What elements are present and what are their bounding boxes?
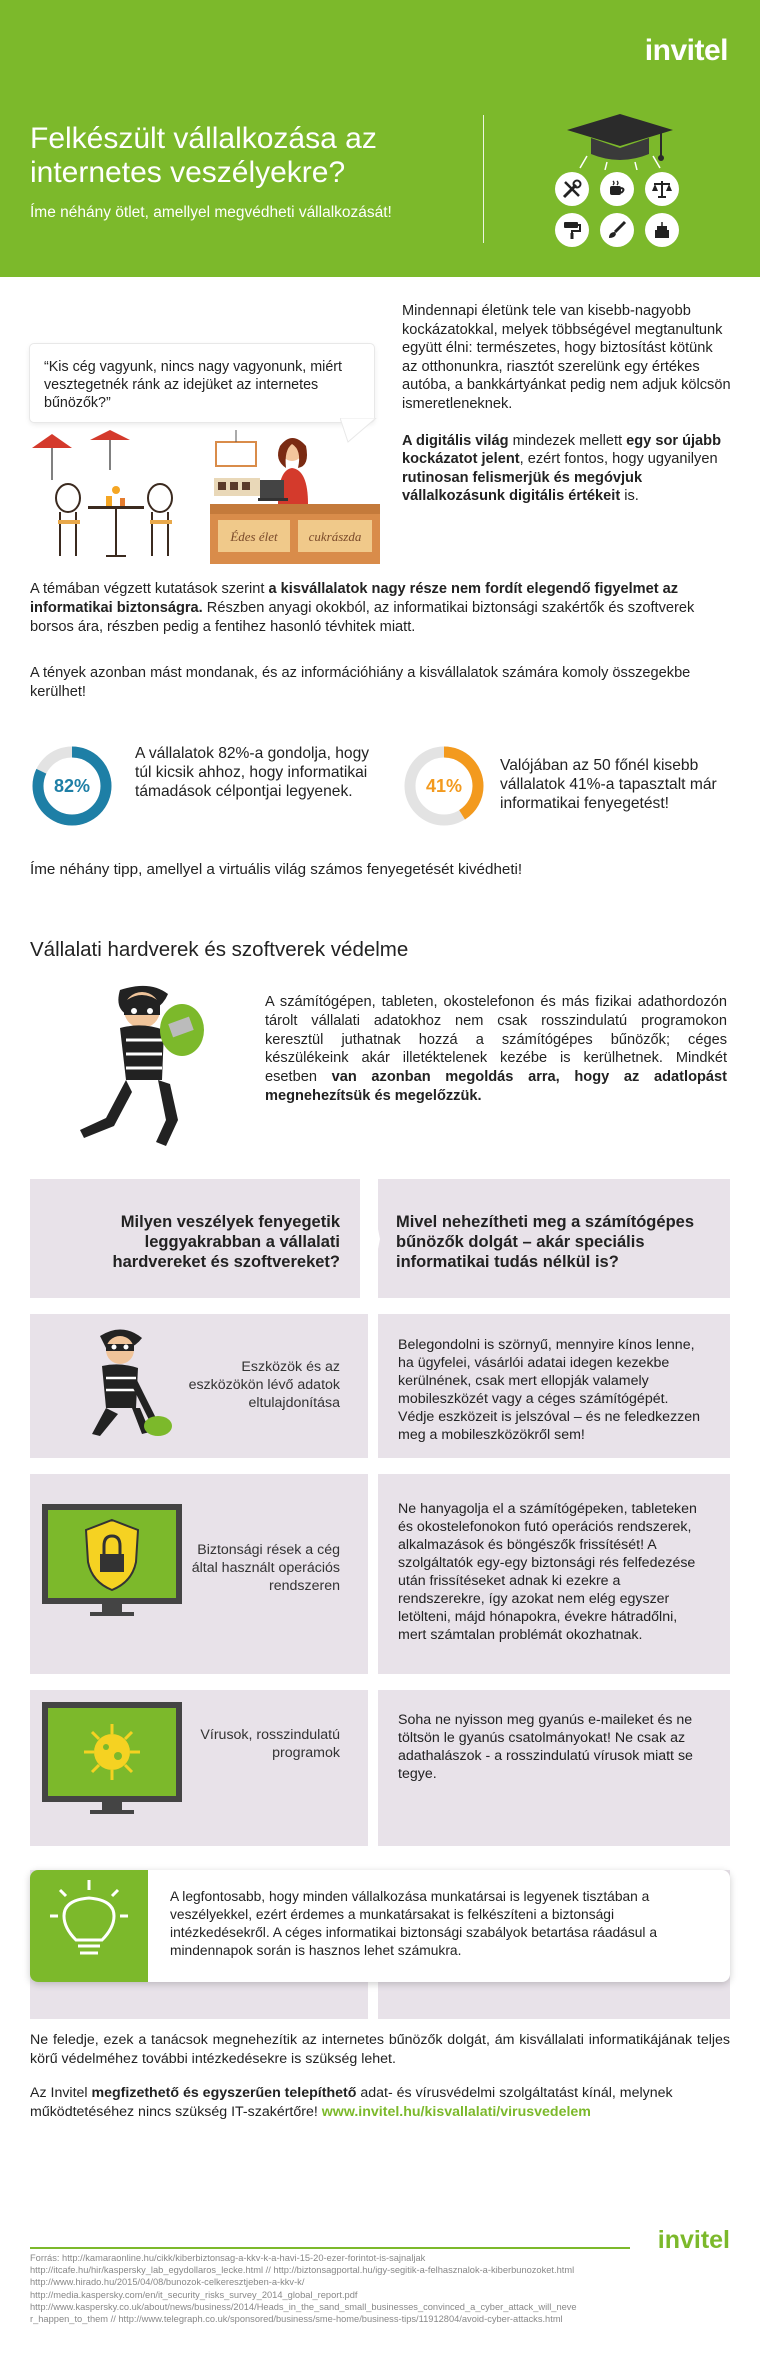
paint-roller-icon: [555, 213, 589, 247]
thief-illustration: [70, 980, 205, 1155]
cafe-illustration: [20, 420, 390, 570]
source-line: Forrás: http://kamaraonline.hu/cikk/kiberbiztonsag-a-kkv-k-a-havi-15-20-ezer-forintot-is-sajnaljak: [30, 2253, 426, 2263]
threat-theft: Eszközök és az eszközökön lévő adatok eltulajdonítása: [188, 1359, 340, 1411]
footer-invitel-logo[interactable]: invitel: [657, 2226, 730, 2254]
advice-security-holes: Ne hanyagolja el a számítógépeken, tableteken és okostelefonokon futó operációs rendszerek, alkalmazások és böngészők frissítését! A szolgáltatók egy-egy biztonsági rés felfedezése után frissítéseket adnak ki ezekre a rendszerekre, így azokat nem elég egyszer letölteni, májd hónapokra, évekre hátradőlni, mert számtalan problémát okozhatnak.: [398, 1501, 697, 1643]
page-subtitle: Íme néhány ötlet, amellyel megvédheti vállalkozását!: [30, 204, 392, 221]
table-row-separator: [30, 1458, 730, 1474]
header-banner: [0, 0, 760, 277]
source-line: http://www.kaspersky.co.uk/about/news/business/2014/Heads_in_the_sand_small_businesses_convinced_a_cyber_attack_will_neve: [30, 2301, 577, 2312]
table-header-threats: Milyen veszélyek fenyegetik leggyakrabban a vállalati hardvereket és szoftvereket?: [112, 1213, 340, 1271]
sign-left: Édes élet: [230, 529, 278, 544]
closing-paragraph-2: Az Invitel megfizethető és egyszerűen telepíthető adat- és vírusvédelmi szolgáltatást kínál, melynek működtetéséhez nincs szükség IT-szakértőre! www.invitel.hu/kisvallalati/virusvedelem: [30, 2085, 673, 2120]
graduation-cap-icon: [565, 110, 675, 170]
lightbulb-icon: [30, 1870, 148, 1982]
threat-viruses: Vírusok, rosszindulatú programok: [200, 1727, 340, 1761]
invitel-logo[interactable]: invitel: [644, 34, 728, 67]
monitor-virus-icon: [40, 1700, 190, 1820]
stat-41-label: 41%: [425, 776, 463, 796]
stat-82-gauge: [30, 744, 114, 828]
monitor-lock-icon: [40, 1502, 190, 1622]
page-title: Felkészült vállalkozása az internetes veszélyekre?: [30, 122, 377, 189]
coffee-cup-icon: [600, 172, 634, 206]
stat-41-text: Valójában az 50 főnél kisebb vállalatok 41%-a tapasztalt már informatikai fenyegetést!: [500, 757, 717, 812]
stat-82-text: A vállalatok 82%-a gondolja, hogy túl kicsik ahhoz, hogy informatikai támadások célpontjai legyenek.: [135, 745, 370, 800]
stat-41-gauge: [402, 744, 486, 828]
source-line: http://www.hirado.hu/2015/04/08/bunozok-celkeresztjeben-a-kkv-k/: [30, 2277, 305, 2288]
source-line: r_happen_to_them // http://www.telegraph.co.uk/sponsored/business/sme-home/business-tips/11912804/avoid-cyber-attacks.html: [30, 2314, 563, 2325]
scales-icon: [645, 172, 679, 206]
sign-right: cukrászda: [308, 529, 362, 544]
header-divider: [483, 115, 484, 243]
facts-paragraph: A tények azonban mást mondanak, és az információhiány a kisvállalatok számára komoly összegekbe kerülhet!: [30, 665, 691, 700]
virusvedelem-link[interactable]: www.invitel.hu/kisvallalati/virusvedelem: [321, 2103, 591, 2120]
tip-icon-panel: [30, 1870, 148, 1982]
tools-icon: [555, 172, 589, 206]
paintbrush-icon: [600, 213, 634, 247]
table-header-defense: Mivel nehezítheti meg a számítógépes bűnözők dolgát – akár speciális informatikai tudás nélkül is?: [396, 1213, 694, 1271]
footer-divider: [30, 2247, 630, 2249]
table-row-separator: [30, 1846, 730, 1870]
quote-bubble: “Kis cég vagyunk, nincs nagy vagyonunk, miért vesztegetnék ránk az idejüket az internetes bűnözők?”: [30, 344, 374, 422]
closing-paragraph-1: Ne feledje, ezek a tanácsok megnehezítik az internetes bűnözők dolgát, ám kisvállalati informatikájának teljes körű védelméhez további intézkedésekre is szükség lehet.: [30, 2032, 730, 2067]
tip-text: A legfontosabb, hogy minden vállalkozása munkatársai is legyenek tisztában a veszélyekkel, ezért érdemes a munkatársakat is felkészíteni a biztonsági intézkedésekről. A céges informatikai biztonsági szabályok betartása ráadásul a mindennapok során is hasznos lehet számukra.: [170, 1889, 658, 1958]
tip-box: [30, 1870, 730, 1982]
advice-viruses: Soha ne nyisson meg gyanús e-maileket és ne töltsön le gyanús csatolmányokat! Ne csak az adathalászok - a rosszindulatú vírusok miatt se tegye.: [398, 1712, 693, 1782]
threat-security-holes: Biztonsági rések a cég által használt operációs rendszeren: [191, 1542, 340, 1594]
intro-text: [402, 302, 732, 524]
section-title: Vállalati hardverek és szoftverek védelme: [30, 938, 409, 961]
sources-list: [30, 2252, 670, 2325]
tips-intro: Íme néhány tipp, amellyel a virtuális világ számos fenyegetését kivédheti!: [30, 861, 523, 878]
cake-icon: [645, 213, 679, 247]
table-row-separator: [30, 1298, 730, 1314]
table-row-separator: [30, 1674, 730, 1690]
section-text: A számítógépen, tableten, okostelefonon és más fizikai adathordozón tárolt vállalati adatokhoz nem csak rosszindulatú programokon keresztül juthatnak hozzá a számítógépes bűnözők; céges készülékeink akár illetéktelenek kezébe is kerülhetnek. Mindkét esetben van azonban megoldás arra, hogy az adatlopást megnehezítsük és megelőzzük.: [265, 994, 727, 1104]
stat-82-label: 82%: [53, 776, 91, 796]
source-line: http://itcafe.hu/hir/kaspersky_lab_egydollaros_lecke.html // http://biztonsagportal.hu/igy-segitik-a-felhasznalok-a-kiberbunozoket.html: [30, 2265, 575, 2276]
source-line: http://media.kaspersky.com/en/it_security_risks_survey_2014_global_report.pdf: [30, 2289, 358, 2300]
intro-paragraph-2: A digitális világ mindezek mellett egy sor újabb kockázatot jelent, ezért fontos, hogy ugyanilyen rutinosan felismerjük és megóvjuk vállalkozásunk digitális értékeit is.: [402, 432, 722, 505]
intro-paragraph-1: Mindennapi életünk tele van kisebb-nagyobb kockázatokkal, melyek többségével megtanultunk együtt élni: természetes, hogy biztosítást kötünk az otthonunkra, riasztót szerelünk egy értékes autóba, a bankkártyánkat pedig nem adjuk kölcsön ismeretleneknek.: [402, 303, 731, 412]
header-chevron: [360, 1179, 386, 1299]
thief-row-icon: [62, 1322, 180, 1440]
advice-theft: Belegondolni is szörnyű, mennyire kínos lenne, ha ügyfelei, vásárlói adatai idegen kezekbe kerülnének, csak mert ellopják valamely mobileszközét vagy a céges számítógépét. Védje eszközeit is jelszóval – és ne feledkezzen meg a mobileszközökről sem!: [398, 1337, 701, 1443]
research-paragraph: A témában végzett kutatások szerint a kisvállalatok nagy része nem fordít elegendő figyelmet az informatikai biztonságra. Részben anyagi okokból, az informatikai biztonsági szakértők és szoftverek borsos ára, részben pedig a fentihez hasonló tévhitek miatt.: [30, 581, 695, 635]
